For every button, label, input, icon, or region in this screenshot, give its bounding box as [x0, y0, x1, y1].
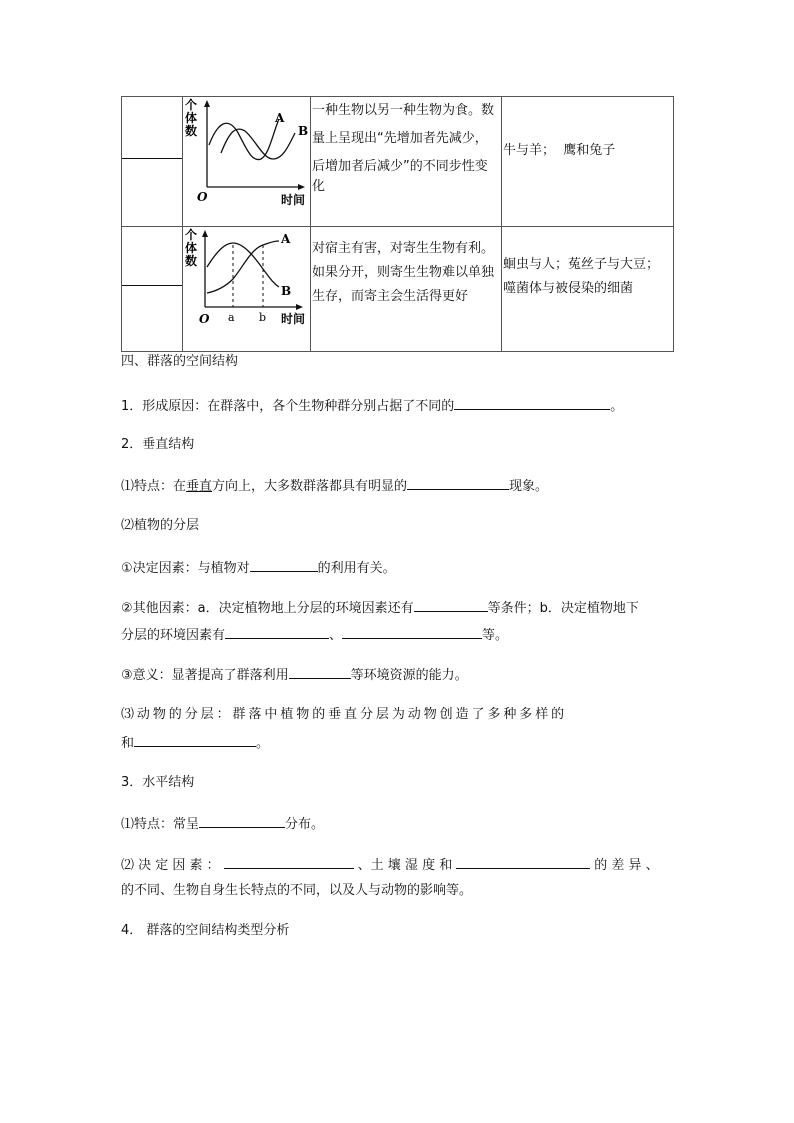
parasitism-y-label	[185, 227, 197, 268]
parasitism-tick-a: a	[228, 311, 235, 324]
fill-blank[interactable]	[134, 732, 256, 747]
parasitism-tick-b: b	[259, 311, 267, 324]
section-heading: 四、群落的空间结构	[121, 354, 239, 369]
fill-blank[interactable]	[407, 475, 509, 490]
predation-label-a: A	[275, 111, 285, 125]
svg-text:体: 体	[185, 241, 198, 255]
parasitism-label-a: A	[281, 232, 291, 246]
svg-text:体: 体	[185, 111, 198, 125]
svg-text:数: 数	[185, 254, 198, 268]
horizontal-factors-line-2: 的不同、生物自身生长特点的不同，以及人与动物的影响等。	[121, 883, 473, 898]
fill-blank[interactable]	[199, 813, 285, 828]
parasitism-x-label: 时间	[281, 312, 306, 326]
predation-label-b: B	[298, 124, 309, 138]
fill-blank[interactable]	[289, 664, 351, 679]
parasitism-graph	[183, 227, 310, 353]
fill-blank[interactable]	[456, 854, 590, 869]
fill-blank[interactable]	[414, 597, 488, 612]
parasitism-examples: 蛔虫与人；菟丝子与大豆； 噬菌体与被侵染的细菌	[503, 257, 660, 296]
vertical-structure-heading: 2．垂直结构	[121, 437, 195, 452]
predation-origin: O	[197, 190, 208, 204]
other-factors-line: ②其他因素：a．决定植物地上分层的环境因素还有 等条件；b．决定植物地下	[121, 597, 675, 619]
underground-factors-line: 分层的环境因素有 、 等。	[121, 624, 675, 646]
fill-blank[interactable]	[225, 624, 329, 639]
fill-blank[interactable]	[342, 624, 482, 639]
parasitism-label-b: B	[281, 284, 292, 298]
spatial-structure-type-heading: 4． 群落的空间结构类型分析	[121, 923, 290, 938]
relationship-table	[121, 96, 674, 352]
parasitism-description: 对宿主有害，对寄生生物有利。 如果分开，则寄生生物难以单独 生存，而寄主会生活得更好	[312, 241, 495, 304]
vertical-feature-line: ⑴特点：在垂直方向上，大多数群落都具有明显的 现象。	[121, 475, 675, 497]
horizontal-factors-line: ⑵ 决 定 因 素 ： 、土 壤 湿 度 和 的 差 异 、	[121, 854, 675, 876]
svg-text:数: 数	[185, 124, 198, 138]
horizontal-feature-line: ⑴特点：常呈 分布。	[121, 813, 675, 835]
predation-curve-a	[209, 119, 279, 160]
predation-graph	[183, 97, 310, 226]
fill-blank-line	[122, 158, 182, 159]
plant-layering-heading: ⑵植物的分层	[121, 518, 200, 533]
parasitism-origin: O	[199, 312, 210, 326]
svg-text:个: 个	[185, 98, 198, 112]
decisive-factor-line: ①决定因素：与植物对 的利用有关。	[121, 557, 675, 579]
fill-blank[interactable]	[224, 854, 354, 869]
horizontal-structure-heading: 3．水平结构	[121, 775, 195, 790]
animal-layering-line-2: 和 。	[121, 732, 675, 754]
predation-curve-b	[221, 129, 295, 159]
svg-text:个: 个	[185, 228, 198, 242]
fill-blank[interactable]	[250, 557, 318, 572]
predation-examples: 牛与羊； 鹰和兔子	[503, 143, 616, 158]
table-divider	[310, 97, 311, 351]
predation-y-label	[185, 97, 197, 138]
predation-description: 一种生物以另一种生物为食。数 量上呈现出“先增加者先减少， 后增加者后减少”的不同步性变 化	[312, 103, 495, 194]
fill-blank[interactable]	[454, 395, 610, 410]
predation-x-label: 时间	[281, 193, 306, 207]
formation-cause-line: 1．形成原因：在群落中，各个生物种群分别占据了不同的 。	[121, 395, 675, 417]
fill-blank-line	[122, 285, 182, 286]
parasitism-curve-b	[207, 241, 279, 293]
animal-layering-line: ⑶ 动 物 的 分 层 ： 群 落 中 植 物 的 垂 直 分 层 为 动 物 创 造 了 多 种 多 样 的	[121, 707, 564, 722]
significance-line: ③意义：显著提高了群落利用 等环境资源的能力。	[121, 664, 675, 686]
